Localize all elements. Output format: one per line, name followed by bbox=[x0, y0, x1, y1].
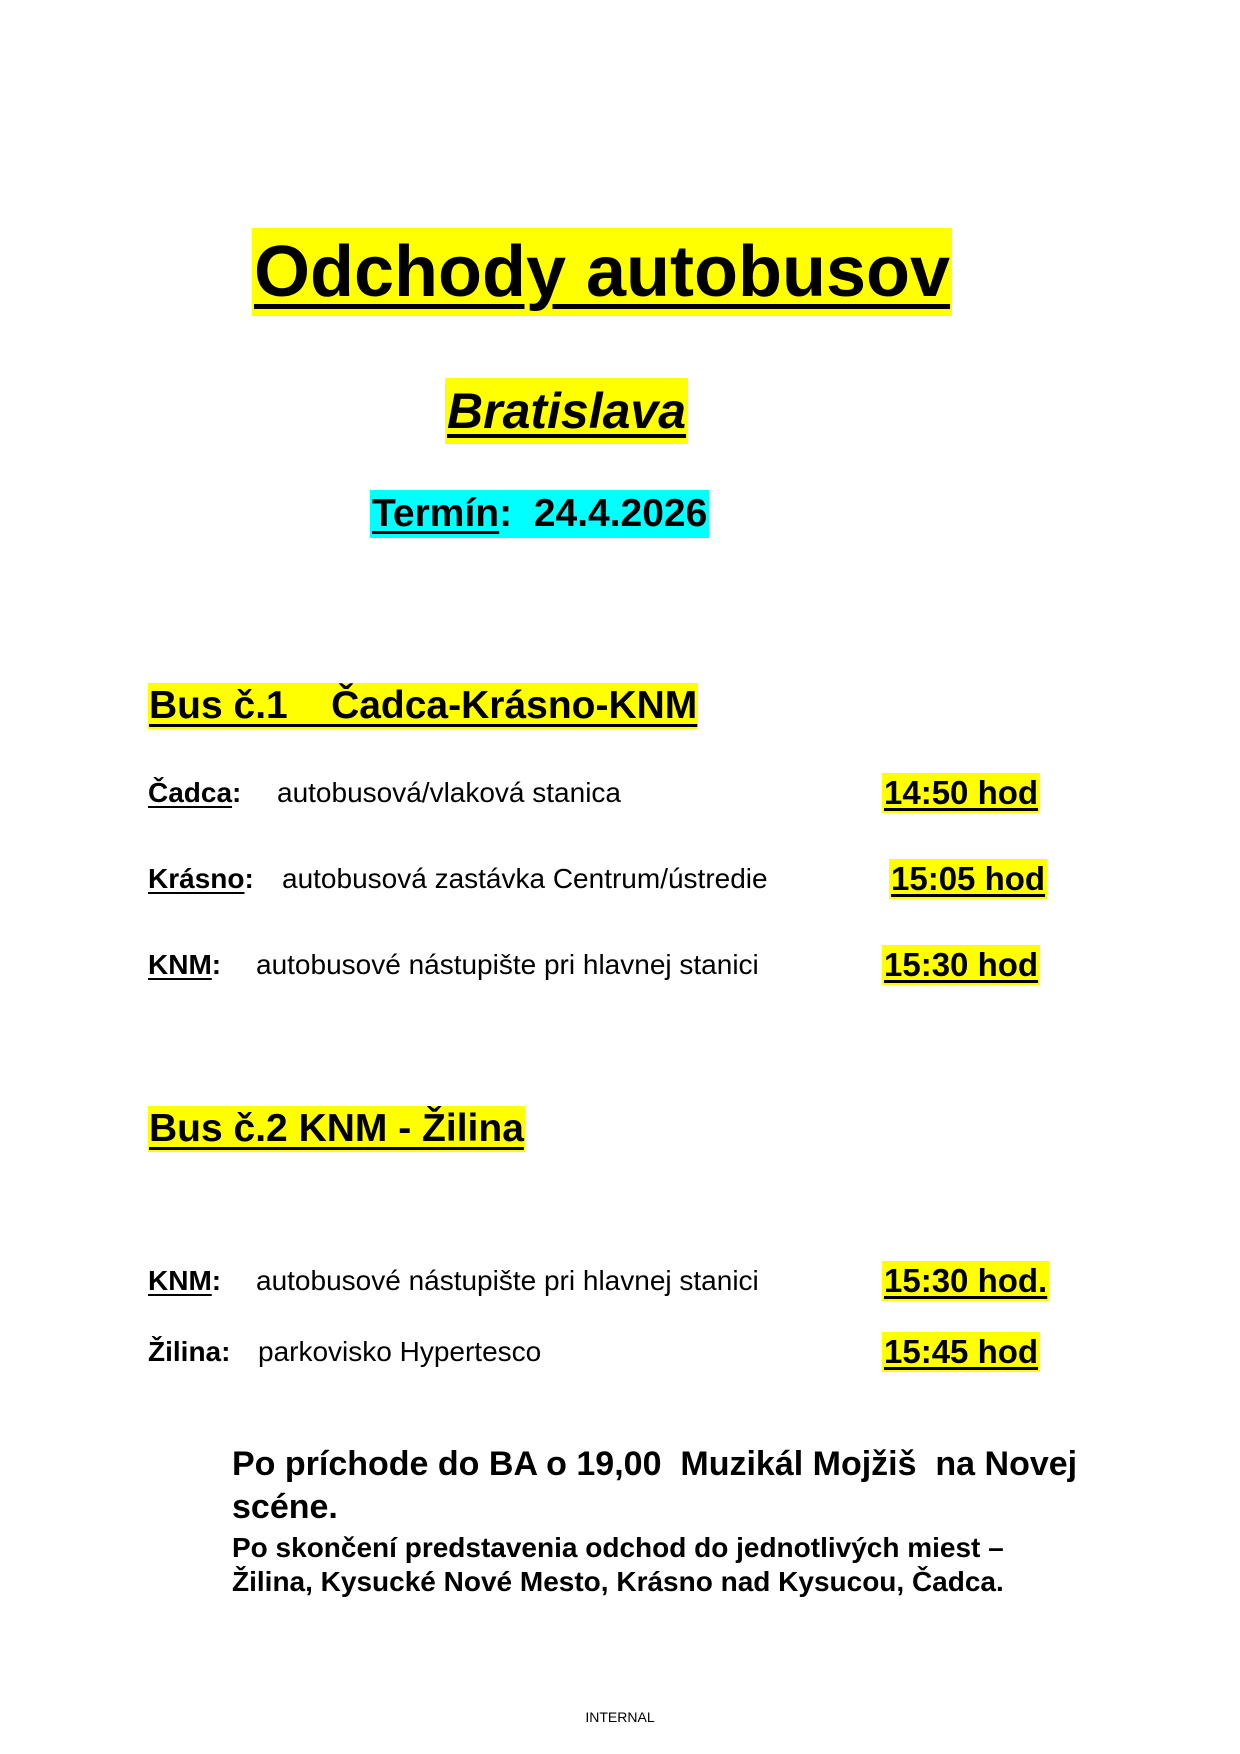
bus1-stop-time: 15:05 hod bbox=[891, 860, 1046, 897]
term-label: Termín bbox=[372, 492, 500, 535]
bus1-stop-label bbox=[148, 948, 221, 982]
bus1-stop-name: Krásno bbox=[148, 863, 245, 894]
bus1-stop-colon: : bbox=[232, 777, 242, 808]
bus2-heading: Bus č.2 KNM - Žilina bbox=[149, 1107, 524, 1150]
bus1-stop-colon: : bbox=[244, 863, 254, 894]
page-title: Odchody autobusov bbox=[252, 228, 952, 316]
bus1-stop-time: 14:50 hod bbox=[884, 774, 1039, 811]
bus1-stop-desc: autobusová zastávka Centrum/ústredie bbox=[282, 863, 768, 894]
bus2-stop-label bbox=[148, 1335, 230, 1369]
bus2-stop-desc: parkovisko Hypertesco bbox=[258, 1336, 542, 1367]
return-note: Po skončení predstavenia odchod do jednotlivých miest – Žilina, Kysucké Nové Mesto, Krásno nad Kysucou, Čadca. bbox=[232, 1532, 1004, 1597]
bus1-stop-time: 15:30 hod bbox=[884, 946, 1039, 983]
term-separator: : bbox=[499, 492, 513, 535]
bus1-heading: Bus č.1 Čadca-Krásno-KNM bbox=[149, 684, 698, 727]
bus1-stop-label bbox=[148, 776, 241, 810]
bus2-stop-name: KNM bbox=[148, 1265, 212, 1296]
city-subtitle: Bratislava bbox=[445, 378, 688, 444]
bus1-stop-desc: autobusová/vlaková stanica bbox=[277, 777, 621, 808]
bus2-stop-colon: : bbox=[221, 1336, 231, 1367]
footer-classification: INTERNAL bbox=[585, 1709, 655, 1725]
bus1-stop-name: KNM bbox=[148, 949, 212, 980]
bus2-stop-label bbox=[148, 1264, 221, 1298]
bus1-stop-label bbox=[148, 862, 254, 896]
event-note: Po príchode do BA o 19,00 Muzikál Mojžiš na Novej scéne. bbox=[232, 1445, 1087, 1526]
bus2-stop-name: Žilina bbox=[148, 1336, 222, 1367]
bus2-stop-time: 15:30 hod. bbox=[884, 1262, 1048, 1299]
bus2-stop-colon: : bbox=[211, 1265, 222, 1296]
bus2-stop-desc: autobusové nástupište pri hlavnej stanici bbox=[256, 1265, 759, 1296]
term-date: 24.4.2026 bbox=[533, 492, 708, 535]
bus1-stop-colon: : bbox=[211, 949, 222, 980]
bus1-stop-name: Čadca bbox=[148, 777, 233, 808]
term-line bbox=[370, 490, 709, 538]
bus1-stop-desc: autobusové nástupište pri hlavnej stanici bbox=[256, 949, 759, 980]
bus2-stop-time: 15:45 hod bbox=[884, 1333, 1039, 1370]
